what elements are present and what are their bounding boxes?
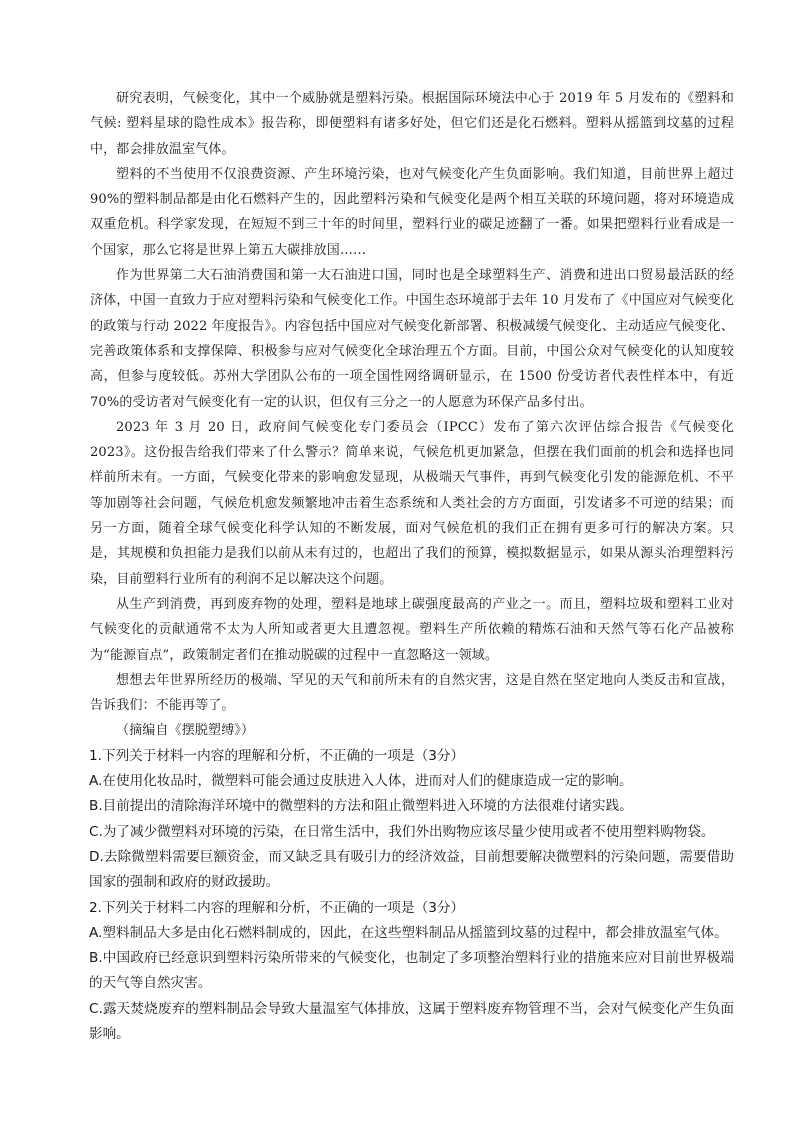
question-1-option-c: C.为了减少微塑料对环境的污染，在日常生活中，我们外出购物应该尽量少使用或者不使用塑料购物袋。	[89, 823, 715, 840]
question-2-option-c: C.露天焚烧废弃的塑料制品会导致大量温室气体排放，这属于塑料废弃物管理不当，会对气候变化产生负面影响。	[89, 1000, 734, 1042]
document-page	[90, 86, 734, 1047]
passage-paragraph-1: 研究表明，气候变化，其中一个威胁就是塑料污染。根据国际环境法中心于 2019 年 5 月发布的《塑料和气候: 塑料星球的隐性成本》报告称，即便塑料有诸多好处，但它们还是化石燃料。塑料从摇篮到坟墓的过程中，都会排放温室气体。	[90, 91, 734, 157]
passage-paragraph-2: 塑料的不当使用不仅浪费资源、产生环境污染，也对气候变化产生负面影响。我们知道，目前世界上超过 90%的塑料制品都是由化石燃料产生的，因此塑料污染和气候变化是两个相互关联的环境问题，将对环境造成双重危机。科学家发现，在短短不到三十年的时间里，塑料行业的碳足迹翻了一番。如果把塑料行业看成是一个国家，那么它将是世界上第五大碳排放国……	[90, 166, 734, 258]
passage-paragraph-6: 想想去年世界所经历的极端、罕见的天气和前所未有的自然灾害，这是自然在坚定地向人类反击和宣战，告诉我们：不能再等了。	[90, 672, 734, 714]
question-2-option-a: A.塑料制品大多是由化石燃料制成的，因此，在这些塑料制品从摇篮到坟墓的过程中，都会排放温室气体。	[89, 924, 728, 941]
passage-paragraph-3: 作为世界第二大石油消费国和第一大石油进口国，同时也是全球塑料生产、消费和进出口贸易最活跃的经济体，中国一直致力于应对塑料污染和气候变化工作。中国生态环境部于去年 10 月发布了《中国应对气候变化的政策与行动 2022 年度报告》。内容包括中国应对气候变化新部署、积极减缓气候变化、主动适应气候变化、完善政策体系和支撑保障、积极参与应对气候变化全球治理五个方面。目前，中国公众对气候变化的认知度较高，但参与度较低。苏州大学团队公布的一项全国性网络调研显示，在 1500 份受访者代表性样本中，有近 70%的受访者对气候变化有一定的认识，但仅有三分之一的人愿意为环保产品多付出。	[90, 268, 734, 410]
question-2-stem: 2.下列关于材料二内容的理解和分析，不正确的一项是（3分）	[89, 899, 465, 916]
passage-paragraph-5: 从生产到消费，再到废弃物的处理，塑料是地球上碳强度最高的产业之一。而且，塑料垃圾和塑料工业对气候变化的贡献通常不太为人所知或者更大且遭忽视。塑料生产所依赖的精炼石油和天然气等石化产品被称为“能源盲点”，政策制定者们在推动脱碳的过程中一直忽略这一领域。	[90, 596, 734, 663]
reading-passage	[90, 86, 734, 744]
passage-source: （摘编自《摆脱塑缚》）	[116, 723, 255, 739]
question-2-option-b: B.中国政府已经意识到塑料污染所带来的气候变化，也制定了多项整治塑料行业的措施来应对目前世界极端的天气等自然灾害。	[89, 950, 734, 992]
question-1-option-d: D.去除微塑料需要巨额资金，而又缺乏具有吸引力的经济效益，目前想要解决微塑料的污染问题，需要借助国家的强制和政府的财政援助。	[89, 848, 734, 891]
questions-section	[89, 744, 734, 1048]
question-1-option-b: B.目前提出的清除海洋环境中的微塑料的方法和阻止微塑料进入环境的方法很难付诸实践。	[89, 798, 633, 815]
question-1-stem: 1.下列关于材料一内容的理解和分析，不正确的一项是（3分）	[89, 747, 465, 764]
passage-paragraph-4: 2023 年 3 月 20 日，政府间气候变化专门委员会（IPCC）发布了第六次评估综合报告《气候变化 2023》。这份报告给我们带来了什么警示？简单来说，气候危机更加紧急，但摆在我们面前的机会和选择也同样前所未有。一方面，气候变化带来的影响愈发显现，从极端天气事件，再到气候变化引发的能源危机、不平等加剧等社会问题，气候危机愈发频繁地冲击着生态系统和人类社会的方方面面，引发诸多不可逆的结果；而另一方面，随着全球气候变化科学认知的不断发展，面对气候危机的我们正在拥有更多可行的解决方案。只是，其规模和负担能力是我们以前从未有过的，也超出了我们的预算，模拟数据显示，如果从源头治理塑料污染，目前塑料行业所有的利润不足以解决这个问题。	[90, 419, 734, 587]
question-1-option-a: A.在使用化妆品时，微塑料可能会通过皮肤进入人体，进而对人们的健康造成一定的影响。	[89, 773, 633, 790]
